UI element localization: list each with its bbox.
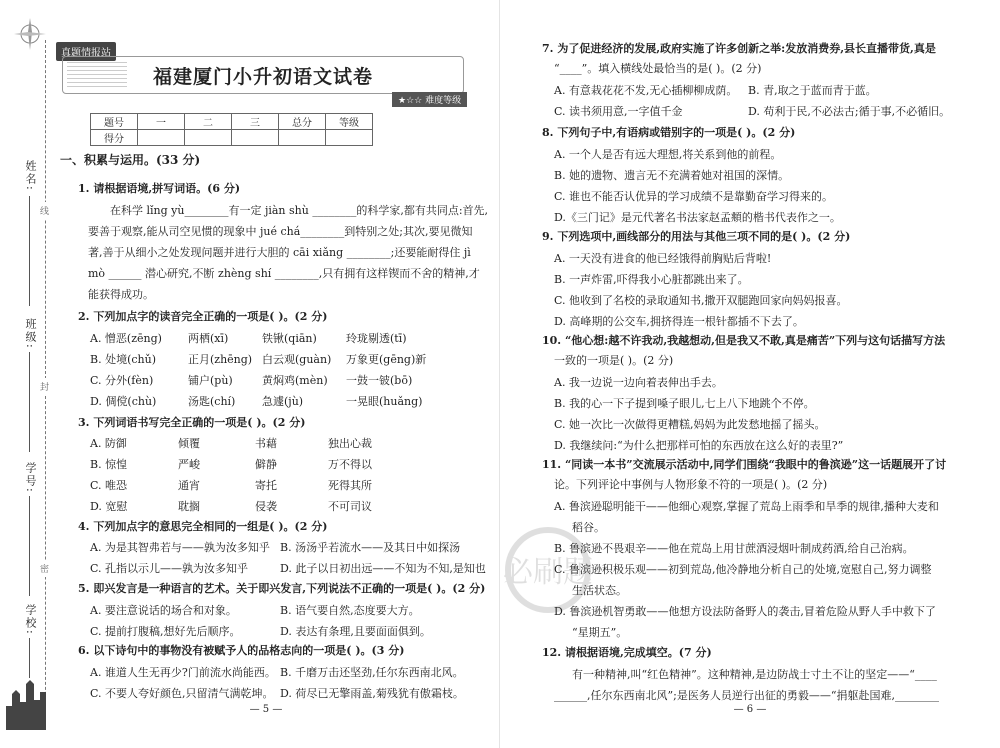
q1-line: 能获得成功。 xyxy=(88,288,154,301)
cut-mark: 封 xyxy=(40,378,49,395)
option-word: 独出心裁 xyxy=(328,437,372,450)
option-word: 耽搁 xyxy=(178,500,200,513)
question-8-stem: 8. 下列句子中,有语病或错别字的一项是( )。(2 分) xyxy=(542,126,796,139)
class-field[interactable] xyxy=(29,352,30,452)
score-header-cell: 一 xyxy=(138,114,185,130)
question-10-stem: 10. “他心想:越不许我动,我越想动,但是我又不敢,真是痛苦”下列与这句话描写方法 xyxy=(542,334,946,347)
option[interactable]: C. 不要人夸好颜色,只留清气满乾坤。 xyxy=(90,687,274,700)
question-6-stem: 6. 以下诗句中的事物没有被赋予人的品格志向的一项是( )。(3 分) xyxy=(78,644,405,657)
page-title: 福建厦门小升初语文试卷 xyxy=(152,66,373,88)
compass-rose-icon xyxy=(10,14,50,54)
option[interactable]: D.《三门记》是元代著名书法家赵孟頫的楷书代表作之一。 xyxy=(554,211,841,224)
option-word: 死得其所 xyxy=(328,479,372,492)
option[interactable]: B. 鲁滨逊不畏艰辛——他在荒岛上用甘蔗酒浸烟叶制成药酒,给自己治病。 xyxy=(554,542,914,555)
q12-line: 有一种精神,叫“红色精神”。这种精神,是边防战士寸土不让的坚定——“____ xyxy=(572,668,937,681)
student-id-field[interactable] xyxy=(29,496,30,596)
option[interactable]: A. 憎恶(zēng) xyxy=(90,332,162,345)
score-cell[interactable] xyxy=(232,130,279,146)
option[interactable]: D. 倜傥(chù) xyxy=(90,395,157,408)
option[interactable]: C. 她一次比一次做得更糟糕,妈妈为此发愁地摇了摇头。 xyxy=(554,418,826,431)
option-word: 万象更(gēng)新 xyxy=(346,353,427,366)
option[interactable]: D. 我继续问:“为什么把那样可怕的东西放在这么好的表里?” xyxy=(554,439,844,452)
option[interactable]: A. 鲁滨逊聪明能干——他细心观察,掌握了荒岛上雨季和旱季的规律,播种大麦和 xyxy=(554,500,939,513)
option[interactable]: A. 防御 xyxy=(90,437,127,450)
option[interactable]: B. 千磨万击还坚劲,任尔东西南北风。 xyxy=(280,666,464,679)
option-word: 万不得以 xyxy=(328,458,372,471)
option[interactable]: A. 谁道人生无再少?门前流水尚能西。 xyxy=(90,666,276,679)
score-header-cell: 题号 xyxy=(91,114,138,130)
cut-mark: 线 xyxy=(40,202,49,219)
option-word: 通宵 xyxy=(178,479,200,492)
question-5-stem: 5. 即兴发言是一种语言的艺术。关于即兴发言,下列说法不正确的一项是( )。(2 分) xyxy=(78,582,486,595)
option[interactable]: B. 一声炸雷,吓得我小心脏都跳出来了。 xyxy=(554,273,749,286)
school-label: 学校: xyxy=(24,604,37,636)
option[interactable]: B. 青,取之于蓝而青于蓝。 xyxy=(748,84,877,97)
option[interactable]: D. 宽慰 xyxy=(90,500,128,513)
option-word: 倾覆 xyxy=(178,437,200,450)
option[interactable]: B. 她的遗物、遗言无不充满着她对祖国的深情。 xyxy=(554,169,790,182)
option[interactable]: A. 有意栽花花不发,无心插柳柳成荫。 xyxy=(554,84,738,97)
q12-line: ______,任尔东西南北风”;是医务人员逆行出征的勇毅——“捐躯赴国难,________ xyxy=(554,689,939,702)
right-page xyxy=(500,0,1000,748)
option-word: 铁锹(qiān) xyxy=(262,332,317,345)
option[interactable]: C. 读书须用意,一字值千金 xyxy=(554,105,683,118)
option-cont: 生活状态。 xyxy=(572,584,627,597)
option[interactable]: C. 提前打腹稿,想好先后顺序。 xyxy=(90,625,241,638)
page-number: — 5 — xyxy=(249,704,283,715)
option-word: 不可司议 xyxy=(328,500,372,513)
option[interactable]: A. 要注意说话的场合和对象。 xyxy=(90,604,237,617)
option[interactable]: C. 鲁滨逊积极乐观——初到荒岛,他冷静地分析自己的处境,宽慰自己,努力调整 xyxy=(554,563,932,576)
option[interactable]: D. 苟利于民,不必法古;循于事,不必循旧。 xyxy=(748,105,951,118)
difficulty-badge: ★☆☆ 难度等级 xyxy=(392,92,467,107)
score-header-cell: 总分 xyxy=(279,114,326,130)
score-table-score-row xyxy=(91,130,373,146)
question-9-stem: 9. 下列选项中,画线部分的用法与其他三项不同的是( )。(2 分) xyxy=(542,230,851,243)
option-word: 寄托 xyxy=(255,479,277,492)
cut-mark: 密 xyxy=(40,560,49,577)
page-number: — 6 — xyxy=(733,704,767,715)
option-word: 严峻 xyxy=(178,458,200,471)
option-cont: “星期五”。 xyxy=(572,626,628,639)
question-1-stem: 1. 请根据语境,拼写词语。(6 分) xyxy=(78,182,241,195)
section-title: 一、积累与运用。(33 分) xyxy=(60,153,201,167)
question-10-stem-cont: 一致的一项是( )。(2 分) xyxy=(554,354,674,367)
score-cell[interactable] xyxy=(138,130,185,146)
q1-line: 要善于观察,能从司空见惯的现象中 jué chá________到特别之处;其次,要见微知 xyxy=(88,225,473,238)
option[interactable]: C. 他收到了名校的录取通知书,撒开双腿跑回家向妈妈报喜。 xyxy=(554,294,848,307)
option[interactable]: C. 分外(fèn) xyxy=(90,374,154,387)
option[interactable]: C. 唯恐 xyxy=(90,479,128,492)
score-cell[interactable] xyxy=(279,130,326,146)
option-word: 一鼓一铍(bō) xyxy=(346,374,413,387)
question-11-stem: 11. “同读一本书”交流展示活动中,同学们围绕“我眼中的鲁滨逊”这一话题展开了讨 xyxy=(542,458,947,471)
option[interactable]: B. 惊惶 xyxy=(90,458,128,471)
q1-line: 著,善于从细小之处发现问题并进行大胆的 cāi xiǎng ________;还要能耐得住 jì xyxy=(88,246,471,259)
city-silhouette-icon xyxy=(4,650,50,730)
name-field[interactable] xyxy=(29,196,30,306)
question-3-stem: 3. 下列词语书写完全正确的一项是( )。(2 分) xyxy=(78,416,306,429)
score-table-header-row xyxy=(91,114,373,130)
option[interactable]: B. 语气要自然,态度要大方。 xyxy=(280,604,420,617)
option-word: 白云观(guàn) xyxy=(262,353,332,366)
option[interactable]: A. 我一边说一边向着表伸出手去。 xyxy=(554,376,723,389)
option-word: 两栖(xī) xyxy=(188,332,229,345)
option-word: 急遽(jù) xyxy=(262,395,304,408)
option-word: 黄焖鸡(mèn) xyxy=(262,374,328,387)
score-header-cell: 三 xyxy=(232,114,279,130)
intel-tag: 真题情报站 xyxy=(56,42,116,61)
option[interactable]: B. 我的心一下子提到嗓子眼儿,七上八下地跳个不停。 xyxy=(554,397,815,410)
question-7-stem: 7. 为了促进经济的发展,政府实施了许多创新之举:发放消费券,县长直播带货,真是 xyxy=(542,42,936,55)
option-cont: 稻谷。 xyxy=(572,521,605,534)
option[interactable]: C. 孔指以示儿——孰为汝多知乎 xyxy=(90,562,249,575)
option[interactable]: A. 一个人是否有远大理想,将关系到他的前程。 xyxy=(554,148,782,161)
question-12-stem: 12. 请根据语境,完成填空。(7 分) xyxy=(542,646,712,659)
q1-line: 在科学 lǐng yù________有一定 jiàn shù ________的科学家,都有共同点:首先, xyxy=(110,204,489,217)
option[interactable]: D. 荷尽已无擎雨盖,菊残犹有傲霜枝。 xyxy=(280,687,464,700)
q1-line: mò ______ 潜心研究,不断 zhèng shí ________,只有拥有这样锲而不舍的精神,才 xyxy=(88,267,480,280)
option[interactable]: D. 鲁滨逊机智勇敢——他想方设法防备野人的袭击,冒着危险从野人手中救下了 xyxy=(554,605,936,618)
option-word: 玲珑剔透(tī) xyxy=(346,332,407,345)
score-table xyxy=(90,113,373,146)
option[interactable]: D. 高峰期的公交车,拥挤得连一根针都插不下去了。 xyxy=(554,315,804,328)
score-cell[interactable] xyxy=(326,130,373,146)
question-11-stem-cont: 论。下列评论中事例与人物形象不符的一项是( )。(2 分) xyxy=(554,478,828,491)
option[interactable]: C. 谁也不能否认优异的学习成绩不是靠勤奋学习得来的。 xyxy=(554,190,834,203)
option-word: 侵袭 xyxy=(255,500,277,513)
question-4-stem: 4. 下列加点字的意思完全相同的一组是( )。(2 分) xyxy=(78,520,328,533)
option-word: 僻静 xyxy=(255,458,277,471)
option[interactable]: A. 一天没有进食的他已经饿得前胸贴后背啦! xyxy=(554,252,772,265)
binding-margin xyxy=(0,0,58,748)
option-word: 汤匙(chí) xyxy=(188,395,236,408)
watermark-text: 必刷题 xyxy=(503,555,593,590)
option[interactable]: A. 为是其智弗若与——孰为汝多知乎 xyxy=(90,541,270,554)
option-word: 正月(zhēng) xyxy=(188,353,253,366)
option[interactable]: D. 表达有条理,且要面面俱到。 xyxy=(280,625,431,638)
score-header-cell: 等级 xyxy=(326,114,373,130)
question-2-stem: 2. 下列加点字的读音完全正确的一项是( )。(2 分) xyxy=(78,310,328,323)
title-banner xyxy=(62,56,464,94)
score-row-label: 得分 xyxy=(91,130,138,146)
name-label: 姓名: xyxy=(24,160,37,192)
student-id-label: 学号: xyxy=(24,462,37,494)
option-word: 一晃眼(huǎng) xyxy=(346,395,423,408)
question-7-stem-cont: “____”。填入横线处最恰当的是( )。(2 分) xyxy=(554,62,762,75)
option[interactable]: B. 汤汤乎若流水——及其日中如探汤 xyxy=(280,541,461,554)
option-word: 铺户(pù) xyxy=(188,374,233,387)
class-label: 班级: xyxy=(24,318,37,350)
score-header-cell: 二 xyxy=(185,114,232,130)
score-cell[interactable] xyxy=(185,130,232,146)
option-word: 书藉 xyxy=(255,437,277,450)
option[interactable]: B. 处境(chǔ) xyxy=(90,353,156,366)
option[interactable]: D. 此子以日初出远——不知为不知,是知也 xyxy=(280,562,486,575)
